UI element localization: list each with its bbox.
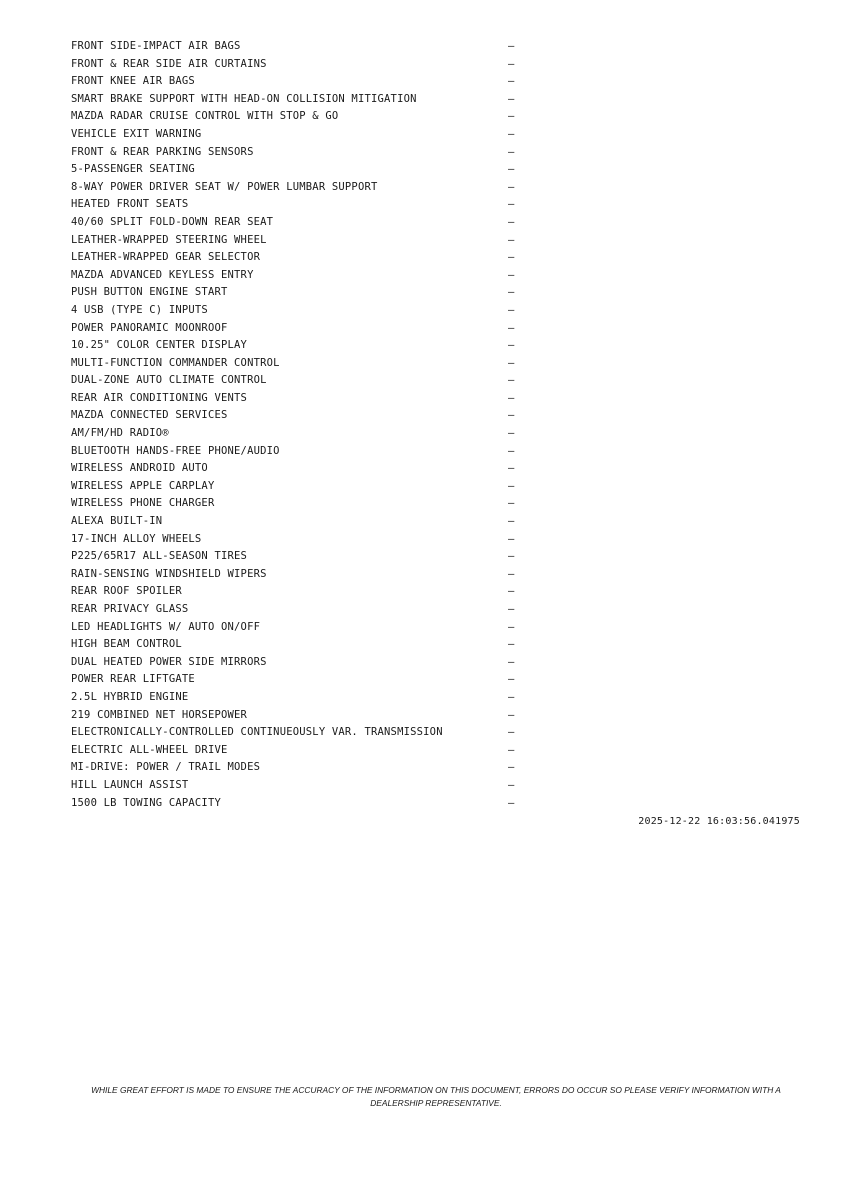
feature-row (71, 320, 531, 338)
feature-row (71, 689, 531, 707)
feature-value: — (508, 356, 515, 369)
feature-name: FRONT SIDE-IMPACT AIR BAGS (71, 40, 241, 52)
feature-row (71, 654, 531, 672)
feature-name: ELECTRONICALLY-CONTROLLED CONTINUEOUSLY VAR. TRANSMISSION (71, 726, 443, 739)
feature-value: — (508, 726, 515, 739)
feature-value: — (508, 444, 515, 457)
feature-row (71, 724, 531, 742)
feature-row (71, 108, 531, 126)
feature-row (71, 126, 531, 144)
feature-row (71, 284, 531, 302)
feature-name: POWER REAR LIFTGATE (71, 673, 195, 686)
feature-row (71, 407, 531, 425)
feature-row (71, 390, 531, 408)
feature-row (71, 214, 531, 232)
feature-name: PUSH BUTTON ENGINE START (71, 286, 228, 299)
feature-name: FRONT & REAR SIDE AIR CURTAINS (71, 57, 267, 70)
feature-row (71, 267, 531, 285)
feature-name: VEHICLE EXIT WARNING (71, 127, 202, 140)
feature-row (71, 566, 531, 584)
feature-name: P225/65R17 ALL-SEASON TIRES (71, 550, 248, 563)
feature-name: HIGH BEAM CONTROL (71, 638, 182, 651)
feature-row (71, 495, 531, 513)
feature-row (71, 601, 531, 619)
feature-name: FRONT & REAR PARKING SENSORS (71, 145, 254, 158)
feature-name: MI-DRIVE: POWER / TRAIL MODES (71, 761, 261, 774)
feature-name: 17-INCH ALLOY WHEELS (71, 532, 202, 545)
feature-value: — (508, 743, 515, 756)
feature-value: — (508, 163, 515, 176)
feature-row (71, 759, 531, 777)
feature-name: REAR ROOF SPOILER (71, 585, 182, 598)
feature-name: LEATHER-WRAPPED GEAR SELECTOR (71, 251, 261, 264)
feature-value: — (508, 391, 515, 404)
feature-value: — (508, 532, 515, 545)
feature-name: DUAL HEATED POWER SIDE MIRRORS (71, 655, 267, 668)
feature-value: — (508, 796, 515, 809)
feature-name: WIRELESS APPLE CARPLAY (71, 479, 215, 492)
feature-name: WIRELESS PHONE CHARGER (71, 497, 215, 510)
feature-row (71, 531, 531, 549)
feature-row (71, 38, 531, 56)
feature-value: — (508, 180, 515, 193)
feature-name: REAR AIR CONDITIONING VENTS (71, 391, 248, 404)
feature-row (71, 91, 531, 109)
feature-value: — (508, 286, 515, 299)
feature-value: — (508, 620, 515, 633)
feature-name: 40/60 SPLIT FOLD-DOWN REAR SEAT (71, 215, 274, 228)
feature-row (71, 707, 531, 725)
feature-row (71, 460, 531, 478)
feature-value: — (508, 567, 515, 580)
feature-name: RAIN-SENSING WINDSHIELD WIPERS (71, 567, 267, 580)
feature-row (71, 636, 531, 654)
feature-value: — (508, 92, 515, 105)
feature-value: — (508, 462, 515, 475)
feature-value: — (508, 550, 515, 563)
timestamp: 2025-12-22 16:03:56.041975 (638, 816, 800, 827)
feature-name: 10.25" COLOR CENTER DISPLAY (71, 339, 248, 352)
feature-row (71, 777, 531, 795)
feature-row (71, 478, 531, 496)
feature-row (71, 671, 531, 689)
feature-value: — (508, 40, 515, 52)
feature-value: — (508, 75, 515, 88)
feature-name: 5-PASSENGER SEATING (71, 163, 195, 176)
feature-row (71, 73, 531, 91)
feature-value: — (508, 374, 515, 387)
feature-row (71, 513, 531, 531)
feature-name: 8-WAY POWER DRIVER SEAT W/ POWER LUMBAR SUPPORT (71, 180, 378, 193)
feature-value: — (508, 409, 515, 422)
feature-row (71, 337, 531, 355)
feature-value: — (508, 110, 515, 123)
feature-value: — (508, 57, 515, 70)
feature-row (71, 795, 531, 813)
feature-value: — (508, 708, 515, 721)
feature-name: MAZDA CONNECTED SERVICES (71, 409, 228, 422)
feature-name: ELECTRIC ALL-WHEEL DRIVE (71, 743, 228, 756)
feature-value: — (508, 515, 515, 528)
feature-value: — (508, 339, 515, 352)
feature-value: — (508, 673, 515, 686)
feature-name: POWER PANORAMIC MOONROOF (71, 321, 228, 334)
feature-name: 1500 LB TOWING CAPACITY (71, 796, 221, 809)
feature-value: — (508, 761, 515, 774)
feature-name: WIRELESS ANDROID AUTO (71, 462, 208, 475)
feature-value: — (508, 585, 515, 598)
feature-value: — (508, 127, 515, 140)
feature-name: SMART BRAKE SUPPORT WITH HEAD-ON COLLISION MITIGATION (71, 92, 417, 105)
feature-value: — (508, 479, 515, 492)
feature-name: AM/FM/HD RADIO® (71, 427, 169, 440)
feature-value: — (508, 198, 515, 211)
feature-row (71, 443, 531, 461)
feature-row (71, 232, 531, 250)
feature-row (71, 161, 531, 179)
feature-row (71, 56, 531, 74)
feature-value: — (508, 655, 515, 668)
feature-value: — (508, 497, 515, 510)
feature-value: — (508, 603, 515, 615)
feature-row (71, 583, 531, 601)
feature-name: 4 USB (TYPE C) INPUTS (71, 303, 208, 316)
disclaimer: WHILE GREAT EFFORT IS MADE TO ENSURE THE ACCURACY OF THE INFORMATION ON THIS DOCUMENT, ERRORS DO OCCUR SO PLEASE VERIFY INFORMATION WITH A DEALERSHIP REPRESENTATIVE. (91, 1085, 781, 1108)
feature-value: — (508, 215, 515, 228)
feature-value: — (508, 303, 515, 316)
feature-row (71, 425, 531, 443)
feature-value: — (508, 251, 515, 264)
feature-row (71, 249, 531, 267)
feature-value: — (508, 145, 515, 158)
feature-name: ALEXA BUILT-IN (71, 515, 163, 528)
feature-row (71, 196, 531, 214)
feature-name: HEATED FRONT SEATS (71, 198, 189, 211)
feature-name: 2.5L HYBRID ENGINE (71, 690, 189, 703)
feature-value: — (508, 321, 515, 334)
feature-value: — (508, 427, 515, 440)
feature-row (71, 302, 531, 320)
feature-value: — (508, 268, 515, 281)
feature-name: BLUETOOTH HANDS-FREE PHONE/AUDIO (71, 444, 280, 457)
feature-row (71, 619, 531, 637)
feature-row (71, 548, 531, 566)
feature-value: — (508, 638, 515, 651)
feature-row (71, 355, 531, 373)
feature-value: — (508, 690, 515, 703)
feature-row (71, 179, 531, 197)
feature-name: MAZDA RADAR CRUISE CONTROL WITH STOP & GO (71, 110, 339, 123)
feature-value: — (508, 778, 515, 791)
feature-name: DUAL-ZONE AUTO CLIMATE CONTROL (71, 374, 267, 387)
feature-list (71, 38, 531, 812)
feature-row (71, 742, 531, 760)
feature-value: — (508, 233, 515, 246)
feature-name: HILL LAUNCH ASSIST (71, 778, 189, 791)
feature-name: LEATHER-WRAPPED STEERING WHEEL (71, 233, 267, 246)
feature-name: REAR PRIVACY GLASS (71, 603, 189, 615)
feature-name: 219 COMBINED NET HORSEPOWER (71, 708, 248, 721)
feature-name: MULTI-FUNCTION COMMANDER CONTROL (71, 356, 280, 369)
feature-row (71, 144, 531, 162)
feature-name: LED HEADLIGHTS W/ AUTO ON/OFF (71, 620, 261, 633)
feature-name: MAZDA ADVANCED KEYLESS ENTRY (71, 268, 254, 281)
feature-row (71, 372, 531, 390)
feature-name: FRONT KNEE AIR BAGS (71, 75, 195, 88)
